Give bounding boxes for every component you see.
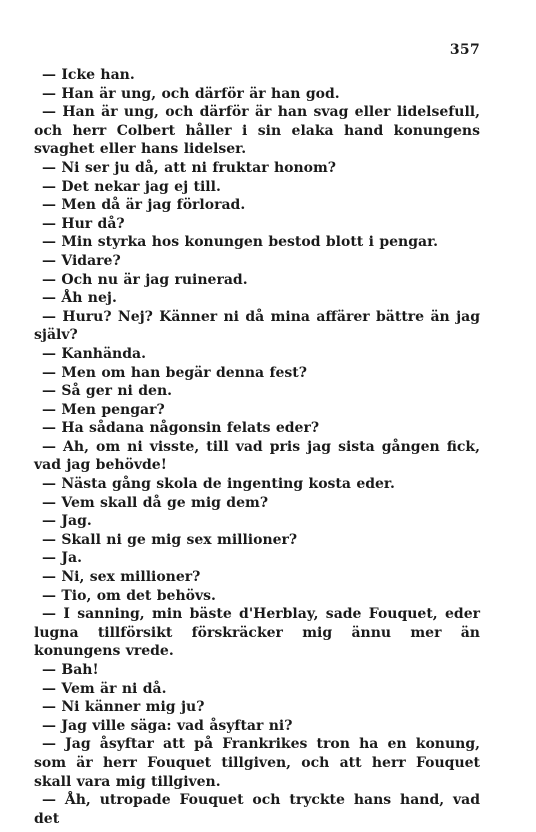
dialogue-text (34, 66, 480, 828)
paragraph: — Jag ville säga: vad åsyftar ni? (42, 717, 293, 734)
paragraph: — Huru? Nej? Känner ni då mina affärer bättre än jag själv? (34, 308, 480, 344)
paragraph: — Jag. (42, 513, 92, 530)
paragraph: — Skall ni ge mig sex millioner? (42, 531, 298, 548)
paragraph: — Vem är ni då. (42, 680, 167, 697)
paragraph: — Nästa gång skola de ingenting kosta eder. (42, 476, 395, 493)
paragraph: — Tio, om det behövs. (42, 587, 216, 604)
paragraph: — Bah! (42, 662, 99, 678)
paragraph: — Vem skall då ge mig dem? (42, 494, 269, 511)
page-number: 357 (449, 42, 480, 58)
paragraph: — Han är ung, och därför är han god. (42, 85, 340, 102)
paragraph: — Och nu är jag ruinerad. (42, 271, 248, 288)
paragraph: — Åh, utropade Fouquet och tryckte hans hand, vad det (34, 792, 480, 827)
paragraph: — Ni känner mig ju? (42, 699, 205, 716)
paragraph: — Ja. (42, 550, 82, 567)
paragraph: — Men om han begär denna fest? (42, 364, 307, 381)
paragraph: — Men pengar? (42, 401, 165, 418)
paragraph: — Hur då? (42, 215, 125, 232)
paragraph: — Så ger ni den. (42, 383, 172, 400)
paragraph: — Han är ung, och därför är han svag eller lidelsefull, och herr Colbert håller i sin elaka hand konungens svaghet eller hans lidelser. (34, 104, 480, 158)
paragraph: — I sanning, min bäste d'Herblay, sade Fouquet, eder lugna tillförsikt förskräcker mig ännu mer än konungens vrede. (34, 606, 480, 660)
paragraph: — Min styrka hos konungen bestod blott i pengar. (42, 234, 439, 251)
paragraph: — Ni ser ju då, att ni fruktar honom? (42, 159, 336, 176)
paragraph: — Jag åsyftar att på Frankrikes tron ha en konung, som är herr Fouquet tillgiven, och att herr Fouquet skall vara mig tillgiven. (34, 736, 480, 790)
paragraph: — Men då är jag förlorad. (42, 197, 246, 214)
paragraph: — Ha sådana någonsin felats eder? (42, 420, 320, 437)
paragraph: — Det nekar jag ej till. (42, 178, 221, 195)
paragraph: — Vidare? (42, 252, 121, 269)
paragraph: — Icke han. (42, 67, 135, 83)
paragraph: — Ah, om ni visste, till vad pris jag sista gången fick, vad jag behövde! (34, 438, 480, 474)
paragraph: — Åh nej. (42, 290, 117, 307)
paragraph: — Ni, sex millioner? (42, 569, 201, 586)
paragraph: — Kanhända. (42, 345, 146, 362)
